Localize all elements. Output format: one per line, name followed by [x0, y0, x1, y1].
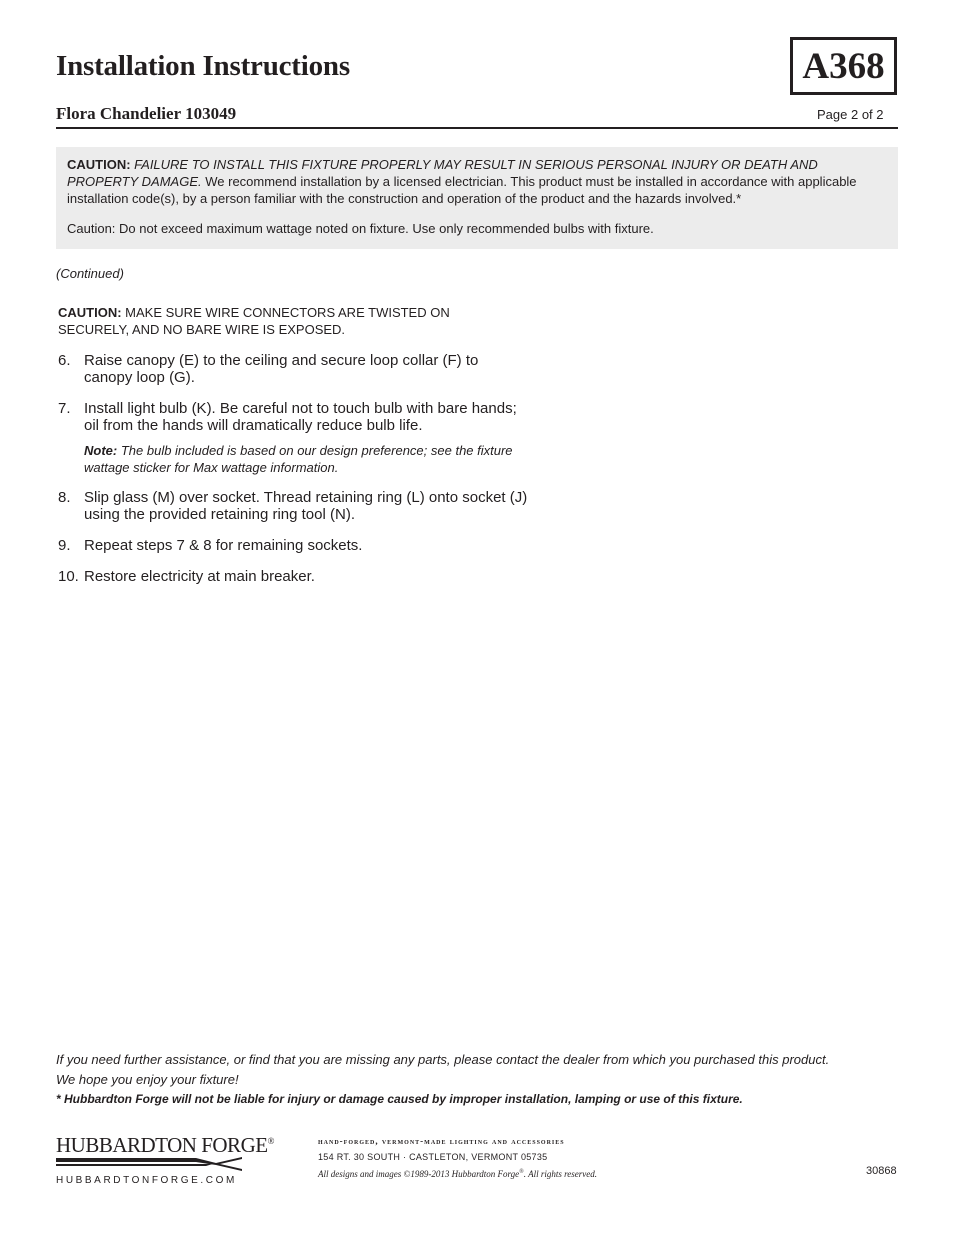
- list-item: [58, 568, 528, 585]
- list-item: [58, 537, 528, 554]
- step-number: 7.: [58, 400, 71, 417]
- hubbardton-forge-logo: [56, 1133, 274, 1193]
- steps-list: [58, 352, 528, 599]
- logo-registered-mark: ®: [267, 1136, 274, 1146]
- list-item: [58, 352, 528, 386]
- step-text: Slip glass (M) over socket. Thread retaining ring (L) onto socket (J) using the provided retaining ring tool (N).: [84, 489, 528, 523]
- note-text: The bulb included is based on our design preference; see the fixture wattage sticker for Max wattage information.: [84, 443, 513, 475]
- step-number: 10.: [58, 568, 79, 585]
- header-divider: [56, 127, 898, 129]
- step-number: 8.: [58, 489, 71, 506]
- wire-caution-label: CAUTION:: [58, 305, 122, 320]
- page-number: Page 2 of 2: [817, 107, 884, 122]
- website-url: HUBBARDTONFORGE.COM: [56, 1175, 237, 1186]
- wattage-caution: Caution: Do not exceed maximum wattage noted on fixture. Use only recommended bulbs with fixture.: [67, 221, 654, 236]
- forge-tongs-icon: [56, 1155, 242, 1171]
- step-text: Restore electricity at main breaker.: [84, 568, 315, 585]
- step-text: Install light bulb (K). Be careful not to touch bulb with bare hands; oil from the hands will dramatically reduce bulb life.: [84, 400, 517, 434]
- step-text: Raise canopy (E) to the ceiling and secure loop collar (F) to canopy loop (G).: [84, 352, 479, 386]
- logo-text: HUBBARDTON FORGE: [56, 1133, 268, 1157]
- caution-warning: FAILURE TO INSTALL THIS FIXTURE PROPERLY MAY RESULT IN SERIOUS PERSONAL INJURY OR DEATH AND PROPERTY DAMAGE.: [67, 157, 818, 189]
- copyright-registered-mark: ®: [519, 1169, 524, 1175]
- caution-body: We recommend installation by a licensed electrician. This product must be installed in accordance with applicable installation code(s), by a person familiar with the construction and operation of the product and the hazards involved.*: [67, 174, 857, 206]
- caution-label: CAUTION:: [67, 157, 131, 172]
- step-number: 9.: [58, 537, 71, 554]
- document-number: 30868: [866, 1165, 897, 1177]
- step-text: Repeat steps 7 & 8 for remaining sockets.: [84, 537, 363, 554]
- product-subtitle: Flora Chandelier 103049: [56, 104, 237, 123]
- assistance-line: If you need further assistance, or find that you are missing any parts, please contact the dealer from which you purchased this product.: [56, 1052, 830, 1067]
- bulb-note: [84, 442, 528, 476]
- company-tagline: hand-forged, vermont-made lighting and accessories: [318, 1136, 565, 1146]
- document-code-box: [790, 37, 897, 95]
- list-item: [58, 489, 528, 523]
- caution-paragraph: [67, 156, 887, 207]
- wire-caution: [58, 304, 498, 338]
- copyright-prefix: All designs and images ©1989-2013 Hubbardton Forge: [318, 1169, 520, 1179]
- liability-disclaimer: * Hubbardton Forge will not be liable for injury or damage caused by improper installation, lamping or use of this fixture.: [56, 1092, 743, 1106]
- note-label: Note:: [84, 443, 118, 458]
- assistance-text: [56, 1050, 916, 1090]
- enjoy-line: We hope you enjoy your fixture!: [56, 1072, 239, 1087]
- company-address: 154 RT. 30 SOUTH · CASTLETON, VERMONT 05735: [318, 1152, 548, 1162]
- step-number: 6.: [58, 352, 71, 369]
- page-title: Installation Instructions: [56, 50, 350, 82]
- continued-label: (Continued): [56, 266, 124, 281]
- wire-caution-text: MAKE SURE WIRE CONNECTORS ARE TWISTED ON SECURELY, AND NO BARE WIRE IS EXPOSED.: [58, 305, 450, 337]
- list-item: [58, 400, 528, 434]
- copyright-suffix: . All rights reserved.: [523, 1169, 597, 1179]
- copyright-notice: [318, 1169, 597, 1179]
- document-code: A368: [802, 45, 885, 87]
- caution-box: [56, 147, 898, 249]
